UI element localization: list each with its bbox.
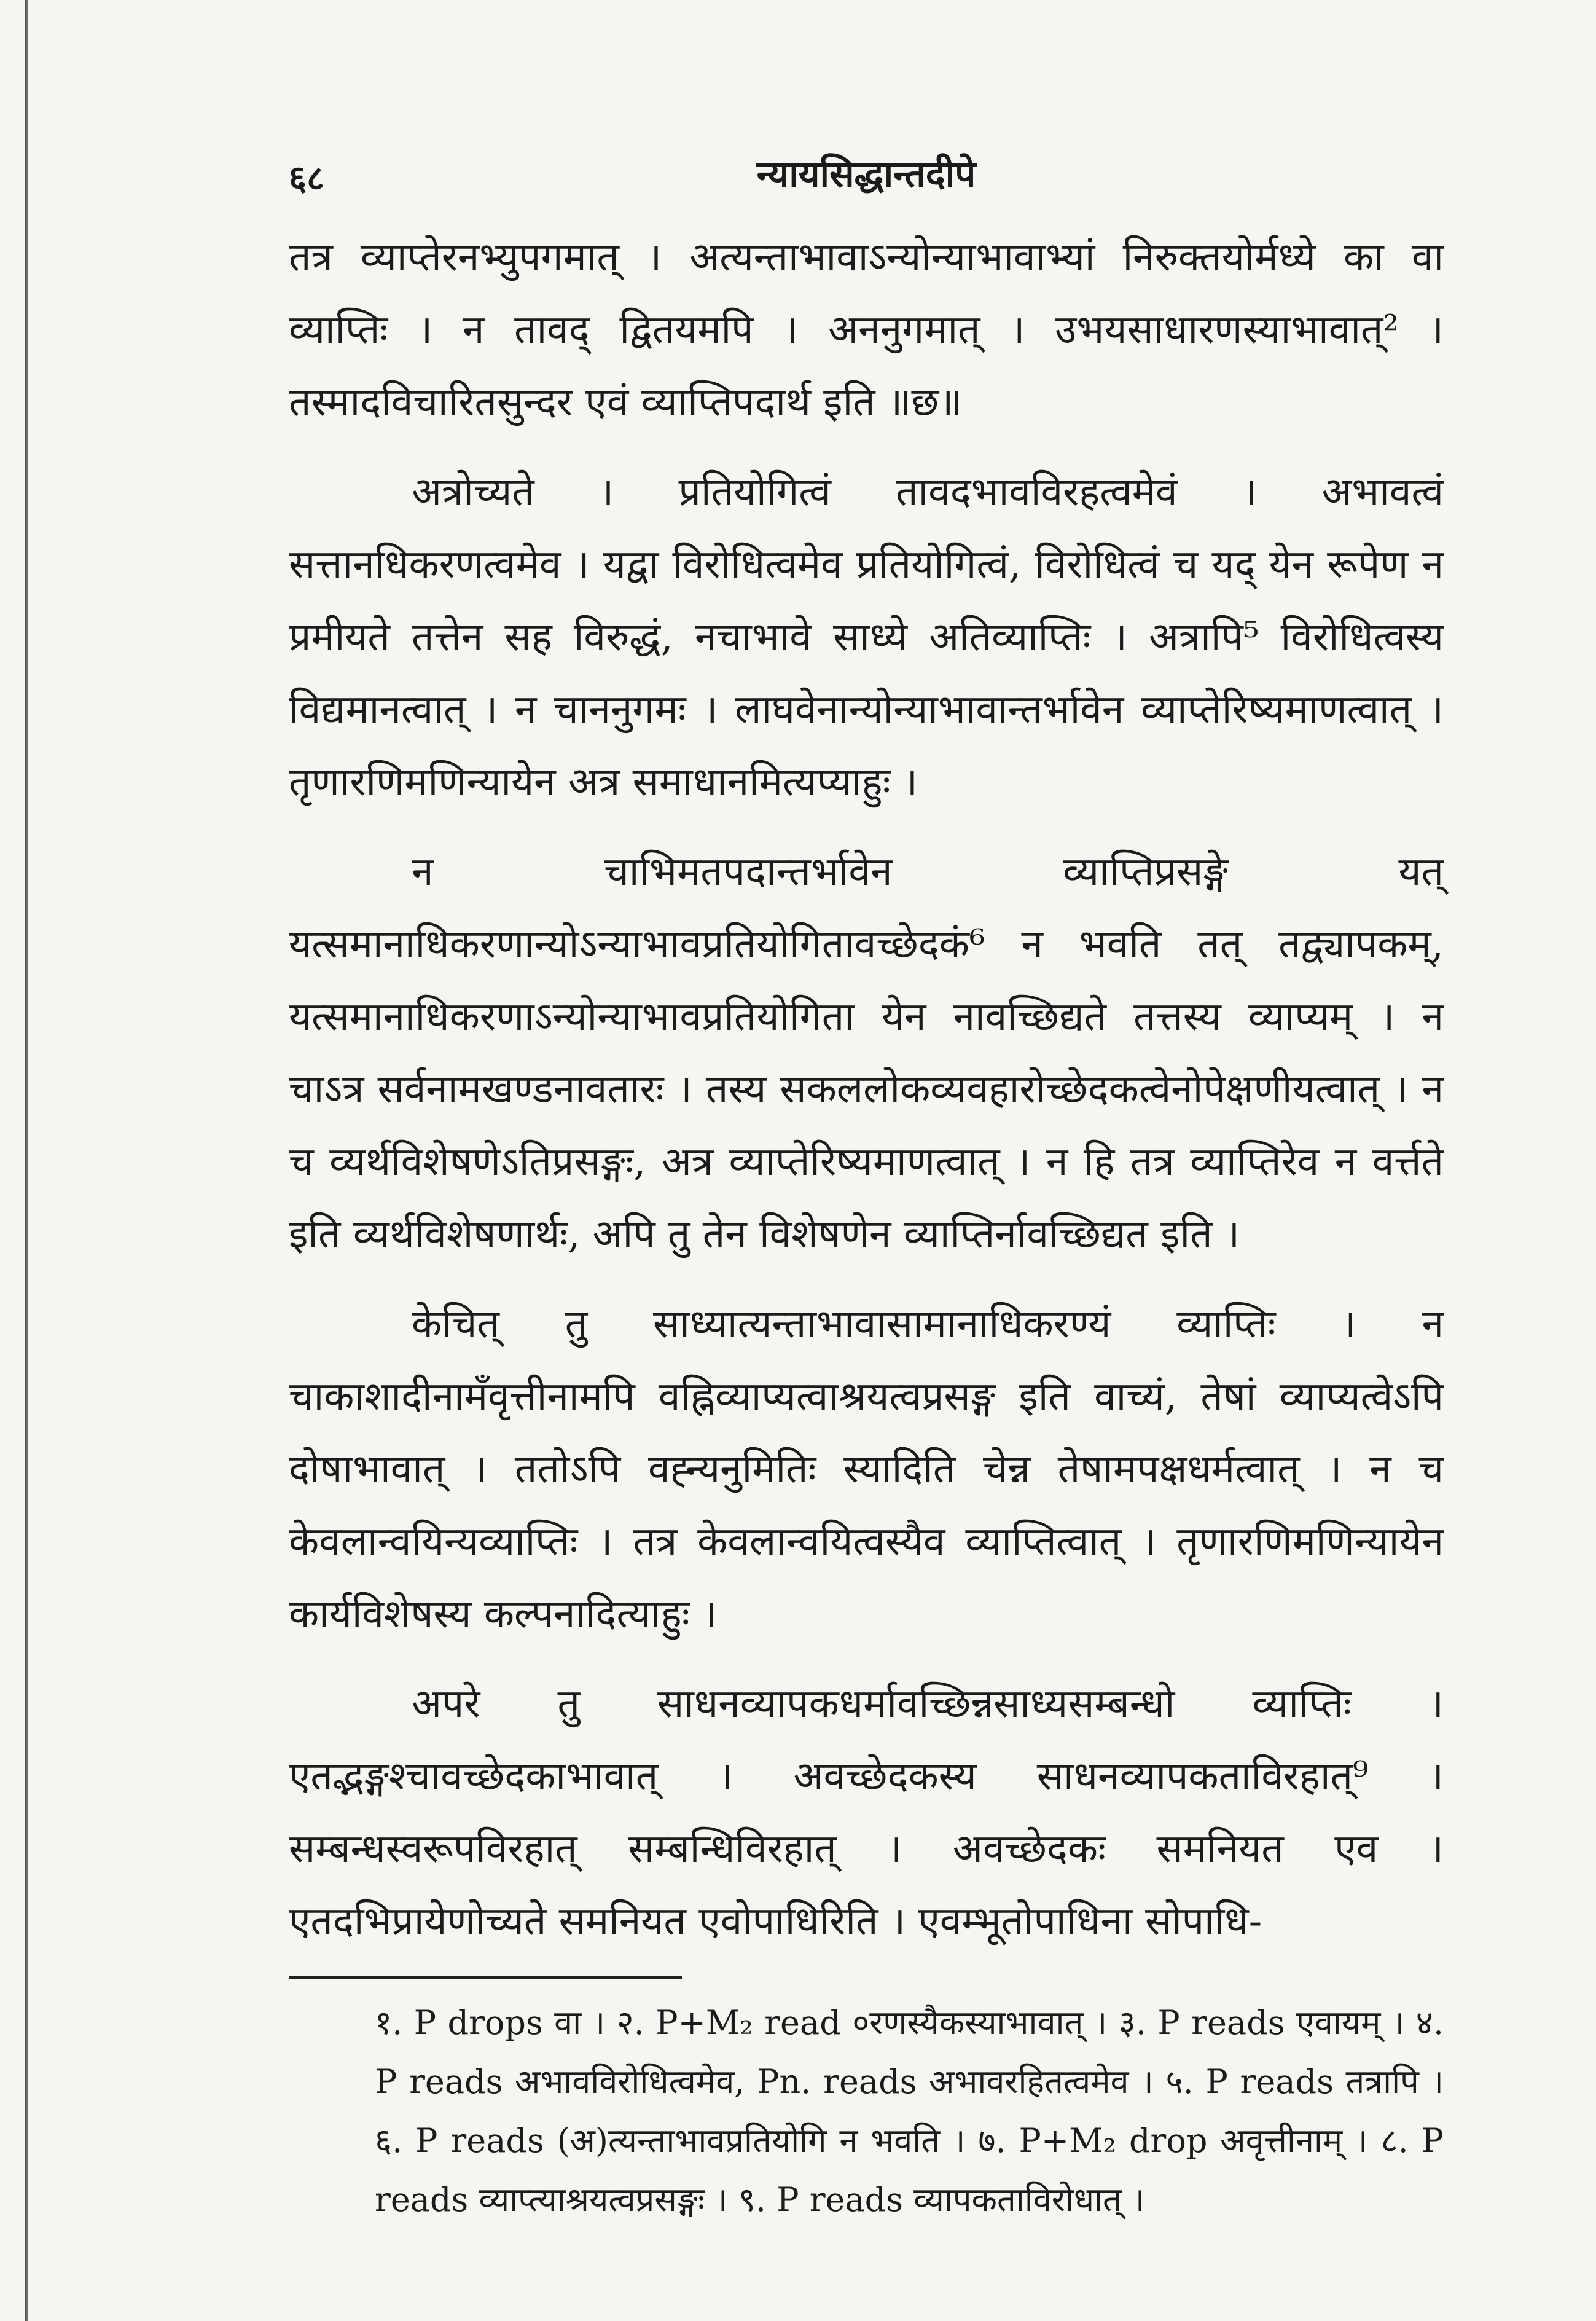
paragraph-5: अपरे तु साधनव्यापकधर्मावच्छिन्नसाध्यसम्बन्धो व्याप्तिः । एतद्भङ्गश्चावच्छेदकाभावात् । अवच्छेदकस्य साधनव्यापकताविरहात्⁹ । सम्बन्धस्वरूपविरहात् सम्बन्धिविरहात् । अवच्छेदकः समनियत एव । एतदभिप्रायेणोच्यते समनियत एवोपाधिरिति । एवम्भूतोपाधिना सोपाधि-	[289, 1681, 1444, 1944]
book-spine-shadow	[25, 0, 28, 2321]
paragraph-4: केचित् तु साध्यात्यन्ताभावासामानाधिकरण्यं व्याप्तिः । न चाकाशादीनामँवृत्तीनामपि वह्निव्याप्यत्वाश्रयत्वप्रसङ्ग इति वाच्यं, तेषां व्याप्यत्वेऽपि दोषाभावात् । ततोऽपि वह्न्यनुमितिः स्यादिति चेन्न तेषामपक्षधर्मत्वात् । न च केवलान्वयिन्यव्याप्तिः । तत्र केवलान्वयित्वस्यैव व्याप्तित्वात् । तृणारणिमणिन्यायेन कार्यविशेषस्य कल्पनादित्याहुः ।	[289, 1302, 1444, 1637]
paragraph-1: तत्र व्याप्तेरनभ्युपगमात् । अत्यन्ताभावाऽन्योन्याभावाभ्यां निरुक्तयोर्मध्ये का वा व्याप्तिः । न तावद् द्वितयमपि । अननुगमात् । उभयसाधारणस्याभावात्² । तस्मादविचारितसुन्दर एवं व्याप्तिपदार्थ इति ॥छ॥	[289, 235, 1444, 425]
paragraph-3: न चाभिमतपदान्तर्भावेन व्याप्तिप्रसङ्गे यत् यत्समानाधिकरणान्योऽन्याभावप्रतियोगितावच्छेदकं⁶ न भवति तत् तद्व्यापकम्, यत्समानाधिकरणाऽन्योन्याभावप्रतियोगिता येन नावच्छिद्यते तत्तस्य व्याप्यम् । न चाऽत्र सर्वनामखण्डनावतारः । तस्य सकललोकव्यवहारोच्छेदकत्वेनोपेक्षणीयत्वात् । न च व्यर्थविशेषणेऽतिप्रसङ्गः, अत्र व्याप्तेरिष्यमाणत्वात् । न हि तत्र व्याप्तिरेव न वर्त्तते इति व्यर्थविशेषणार्थः, अपि तु तेन विशेषणेन व्याप्तिर्नावच्छिद्यत इति ।	[289, 849, 1444, 1257]
page-number: ६८	[289, 158, 325, 198]
body-text	[289, 221, 1444, 1958]
footnotes: १. P drops वा । २. P+M₂ read ०रणस्यैकस्याभावात् । ३. P reads एवायम् । ४. P reads अभावविरोधित्वमेव, Pn. reads अभावरहितत्वमेव । ५. P reads तत्रापि । ६. P reads (अ)त्यन्ताभावप्रतियोगि न भवति । ७. P+M₂ drop अवृत्तीनाम् । ८. P reads व्याप्त्याश्रयत्वप्रसङ्गः । ९. P reads व्यापकताविरोधात् ।	[375, 2003, 1444, 2219]
book-page	[289, 141, 1444, 2229]
running-title: न्यायसिद्धान्तदीपे	[756, 153, 976, 196]
page-header	[289, 141, 1444, 209]
paragraph-2: अत्रोच्यते । प्रतियोगित्वं तावदभावविरहत्वमेवं । अभावत्वं सत्तानधिकरणत्वमेव । यद्वा विरोधित्वमेव प्रतियोगित्वं, विरोधित्वं च यद् येन रूपेण न प्रमीयते तत्तेन सह विरुद्धं, नचाभावे साध्ये अतिव्याप्तिः । अत्रापि⁵ विरोधित्वस्य विद्यमानत्वात् । न चाननुगमः । लाघवेनान्योन्याभावान्तर्भावेन व्याप्तेरिष्यमाणत्वात् । तृणारणिमणिन्यायेन अत्र समाधानमित्यप्याहुः ।	[289, 469, 1444, 805]
footnote-divider	[289, 1976, 682, 1979]
